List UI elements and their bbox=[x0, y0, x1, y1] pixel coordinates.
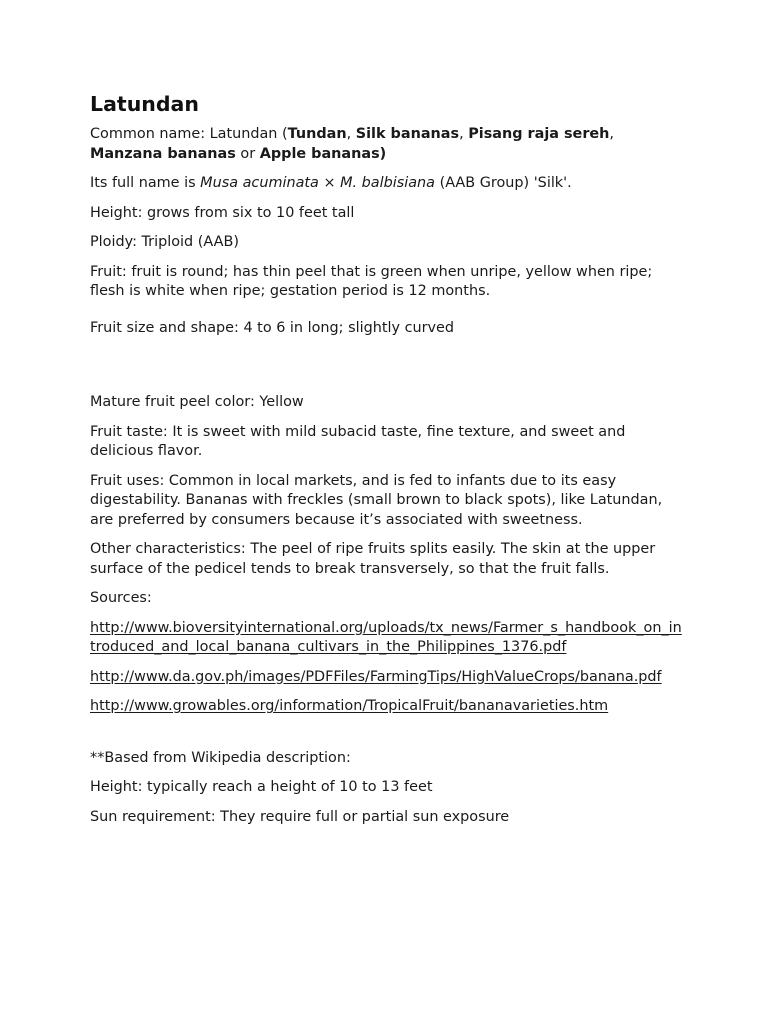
fruit-uses-line: Fruit uses: Common in local markets, and is fed to infants due to its easy digestability. Bananas with freckles (small brown to black spots), like Latundan, are preferred by consumers because it’s associated with sweetness. bbox=[90, 472, 663, 528]
separator: , bbox=[346, 126, 356, 142]
common-name-line bbox=[90, 125, 682, 164]
document-body bbox=[90, 91, 682, 837]
source-link-2-wrap bbox=[90, 668, 682, 688]
hybrid-sign: × bbox=[318, 175, 341, 191]
full-name-suffix: (AAB Group) 'Silk'. bbox=[435, 175, 572, 191]
separator: , bbox=[459, 126, 469, 142]
source-link-3-wrap bbox=[90, 697, 682, 717]
separator: , bbox=[609, 126, 614, 142]
separator: or bbox=[235, 145, 260, 162]
fruit-taste-line: Fruit taste: It is sweet with mild subacid taste, fine texture, and sweet and delicious flavor. bbox=[90, 423, 626, 459]
closing-paren: ) bbox=[379, 145, 387, 162]
fruit-description: Fruit: fruit is round; has thin peel that is green when unripe, yellow when ripe; flesh is white when ripe; gestation period is 12 months. bbox=[90, 263, 653, 299]
alt-name-apple-bananas: Apple bananas bbox=[259, 145, 380, 162]
alt-name-manzana-bananas: Manzana bananas bbox=[90, 145, 236, 162]
full-name-prefix: Its full name is bbox=[90, 175, 201, 191]
alt-name-pisang-raja-sereh: Pisang raja sereh bbox=[468, 126, 610, 142]
wiki-height-line: Height: typically reach a height of 10 to 13 feet bbox=[90, 779, 433, 795]
wikipedia-note: **Based from Wikipedia description: bbox=[90, 749, 351, 766]
height-line: Height: grows from six to 10 feet tall bbox=[90, 204, 355, 221]
source-link[interactable]: http://www.bioversityinternational.org/uploads/tx_news/Farmer_s_handbook_on_introduced_and_local_banana_cultivars_in_the_Philippines_1376.pdf bbox=[90, 619, 682, 655]
source-link[interactable]: http://www.growables.org/information/TropicalFruit/bananavarieties.htm bbox=[90, 698, 609, 714]
alt-name-silk-bananas: Silk bananas bbox=[355, 126, 460, 142]
peel-color-line: Mature fruit peel color: Yellow bbox=[90, 394, 304, 410]
full-name-line bbox=[90, 174, 682, 194]
source-link[interactable]: http://www.da.gov.ph/images/PDFFiles/FarmingTips/HighValueCrops/banana.pdf bbox=[90, 668, 662, 685]
sources-label: Sources: bbox=[90, 590, 152, 606]
species-name: Musa acuminata bbox=[200, 175, 319, 191]
ploidy-line: Ploidy: Triploid (AAB) bbox=[90, 234, 239, 250]
alt-name-tundan: Tundan bbox=[287, 126, 347, 142]
sun-requirement-line: Sun requirement: They require full or partial sun exposure bbox=[90, 808, 510, 825]
document-title: Latundan bbox=[90, 92, 199, 116]
species-name-2: M. balbisiana bbox=[340, 175, 435, 191]
fruit-size-line: Fruit size and shape: 4 to 6 in long; slightly curved bbox=[90, 319, 455, 336]
other-characteristics-line: Other characteristics: The peel of ripe fruits splits easily. The skin at the upper surface of the pedicel tends to break transversely, so that the fruit falls. bbox=[90, 541, 656, 577]
common-name-label: Common name: Latundan ( bbox=[90, 126, 288, 142]
source-link-1-wrap bbox=[90, 619, 682, 658]
